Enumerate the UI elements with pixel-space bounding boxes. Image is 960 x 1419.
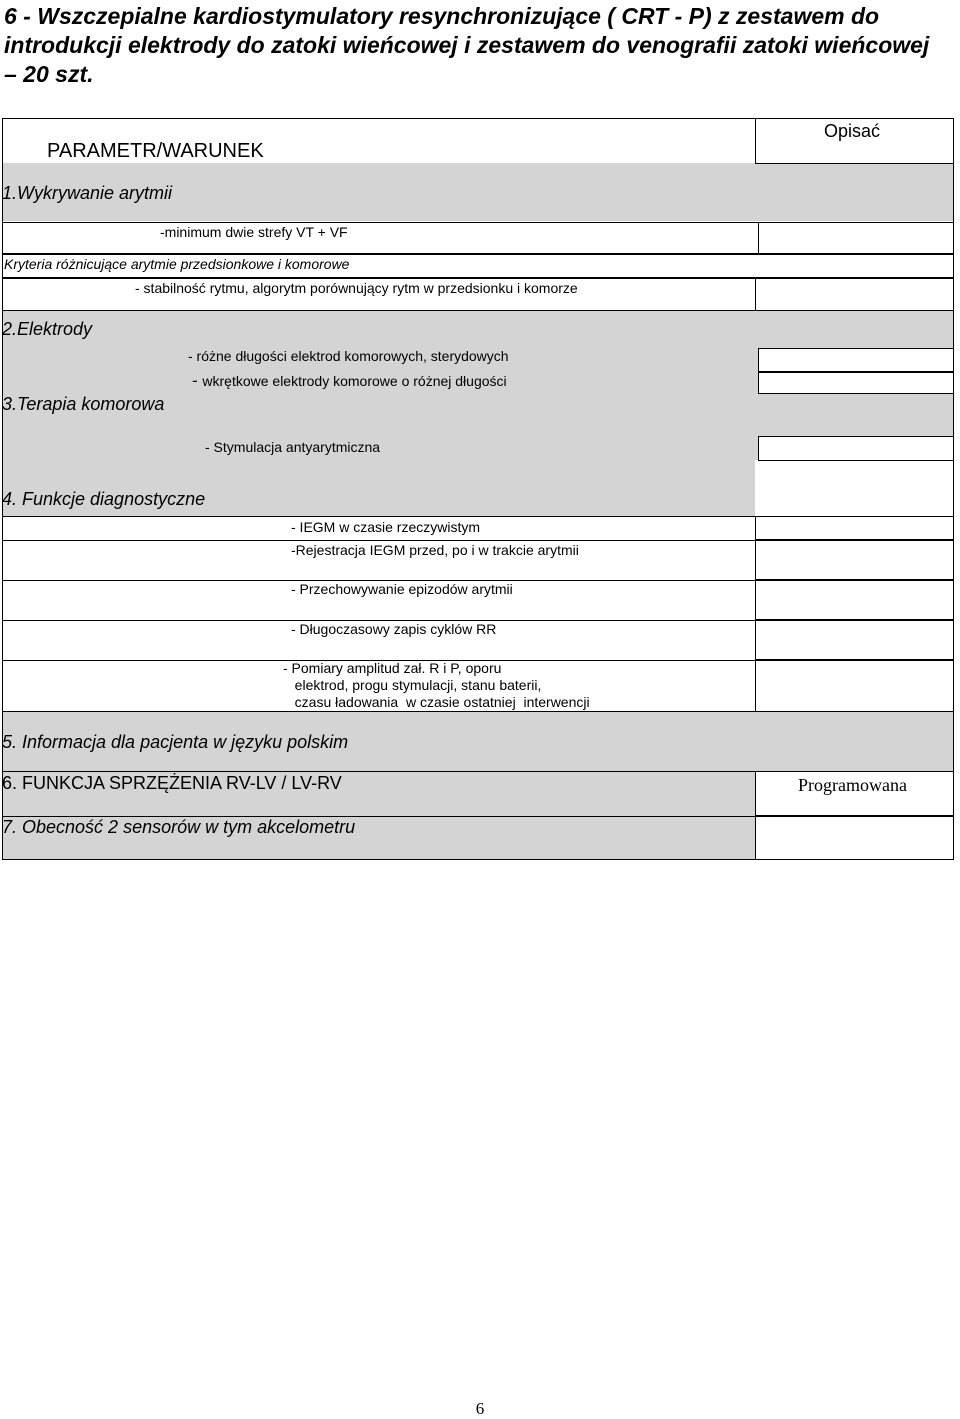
- item-episodes: - Przechowywanie epizodów arytmii: [291, 581, 513, 597]
- section-7-heading: 7. Obecność 2 sensorów w tym akcelometru: [2, 817, 356, 837]
- section-4-heading: 4. Funkcje diagnostyczne: [2, 489, 206, 509]
- section-3-heading: 3.Terapia komorowa: [2, 394, 165, 414]
- answer-cell-iegm[interactable]: [755, 516, 954, 540]
- row-zones: [2, 222, 758, 254]
- section-2-heading: 2.Elektrody: [2, 319, 93, 339]
- section-1-heading: 1.Wykrywanie arytmii: [2, 183, 173, 203]
- section-6-heading: 6. FUNKCJA SPRZĘŻENIA RV-LV / LV-RV: [2, 773, 342, 793]
- item-measurements: - Pomiary amplitud zał. R i P, oporu elektrod, progu stymulacji, stanu baterii, czasu ładowania w czasie ostatniej interwencji: [283, 660, 590, 710]
- answer-cell-antiarrhythmic[interactable]: [758, 436, 954, 461]
- item-recording: -Rejestracja IEGM przed, po i w trakcie arytmii: [291, 542, 579, 558]
- parameter-table: [2, 118, 954, 860]
- item-iegm: - IEGM w czasie rzeczywistym: [291, 519, 481, 535]
- document-title: 6 - Wszczepialne kardiostymulatory resynchronizujące ( CRT - P) z zestawem do introdukcji elektrody do zatoki wieńcowej i zestawem do venografii zatoki wieńcowej – 20 szt.: [4, 3, 930, 87]
- coupling-value: Programowana: [798, 775, 907, 795]
- answer-cell-rr[interactable]: [755, 620, 954, 660]
- section-5-heading: 5. Informacja dla pacjenta w języku polskim: [2, 732, 349, 752]
- header-describe: Opisać: [824, 121, 881, 141]
- answer-cell-lengths[interactable]: [758, 348, 954, 372]
- item-lengths: - różne długości elektrod komorowych, sterydowych: [188, 348, 509, 364]
- item-criteria: Kryteria różnicujące arytmie przedsionkowe i komorowe: [4, 256, 350, 272]
- item-stability: - stabilność rytmu, algorytm porównujący rytm w przedsionku i komorze: [135, 280, 578, 296]
- item-screw: - wkrętkowe elektrody komorowe o różnej długości: [192, 371, 507, 390]
- answer-cell-zones[interactable]: [758, 222, 954, 254]
- answer-cell-stability[interactable]: [755, 278, 954, 311]
- answer-cell-recording[interactable]: [755, 540, 954, 580]
- section-5-right-band: [755, 710, 954, 771]
- answer-cell-episodes[interactable]: [755, 580, 954, 620]
- page-number: 6: [475, 1399, 485, 1418]
- item-rr: - Długoczasowy zapis cyklów RR: [291, 621, 497, 637]
- answer-cell-sensors[interactable]: [755, 816, 954, 860]
- answer-cell-measurements[interactable]: [755, 660, 954, 712]
- item-zones: -minimum dwie strefy VT + VF: [160, 224, 348, 240]
- header-parameter: PARAMETR/WARUNEK: [47, 140, 264, 162]
- answer-cell-screw[interactable]: [758, 372, 954, 394]
- item-antiarrhythmic: - Stymulacja antyarytmiczna: [205, 439, 381, 455]
